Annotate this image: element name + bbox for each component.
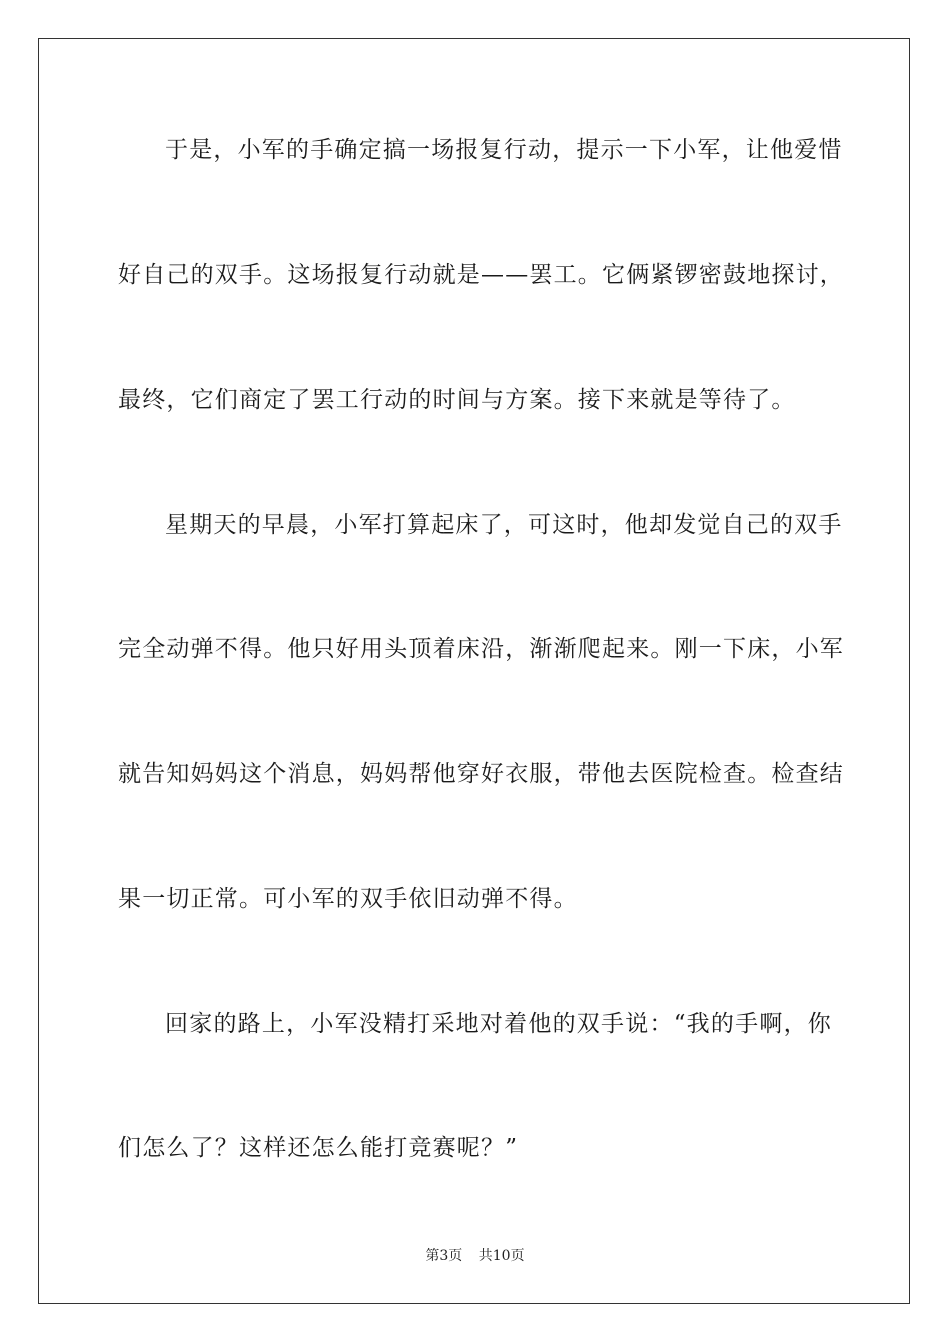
page-number: 第3页 [425,1248,463,1264]
total-pages: 共10页 [478,1248,525,1264]
page-footer [0,1246,950,1266]
paragraph-2-line-1: 星期天的早晨，小军打算起床了，可这时，他却发觉自己的双手 [165,512,843,538]
paragraph-2-line-2: 完全动弹不得。他只好用头顶着床沿，渐渐爬起来。刚一下床，小军 [118,636,844,662]
paragraph-3-line-2: 们怎么了？这样还怎么能打竞赛呢？” [118,1135,519,1161]
paragraph-1-line-2: 好自己的双手。这场报复行动就是——罢工。它俩紧锣密鼓地探讨， [118,262,844,288]
paragraph-2-line-3: 就告知妈妈这个消息，妈妈帮他穿好衣服，带他去医院检查。检查结 [118,761,844,787]
paragraph-1-line-3: 最终，它们商定了罢工行动的时间与方案。接下来就是等待了。 [118,387,796,413]
paragraph-3-line-1: 回家的路上，小军没精打采地对着他的双手说：“我的手啊，你 [165,1011,832,1037]
paragraph-2-line-4: 果一切正常。可小军的双手依旧动弹不得。 [118,886,578,912]
paragraph-1-line-1: 于是，小军的手确定搞一场报复行动，提示一下小军，让他爱惜 [165,137,843,163]
page-border [38,38,910,1304]
